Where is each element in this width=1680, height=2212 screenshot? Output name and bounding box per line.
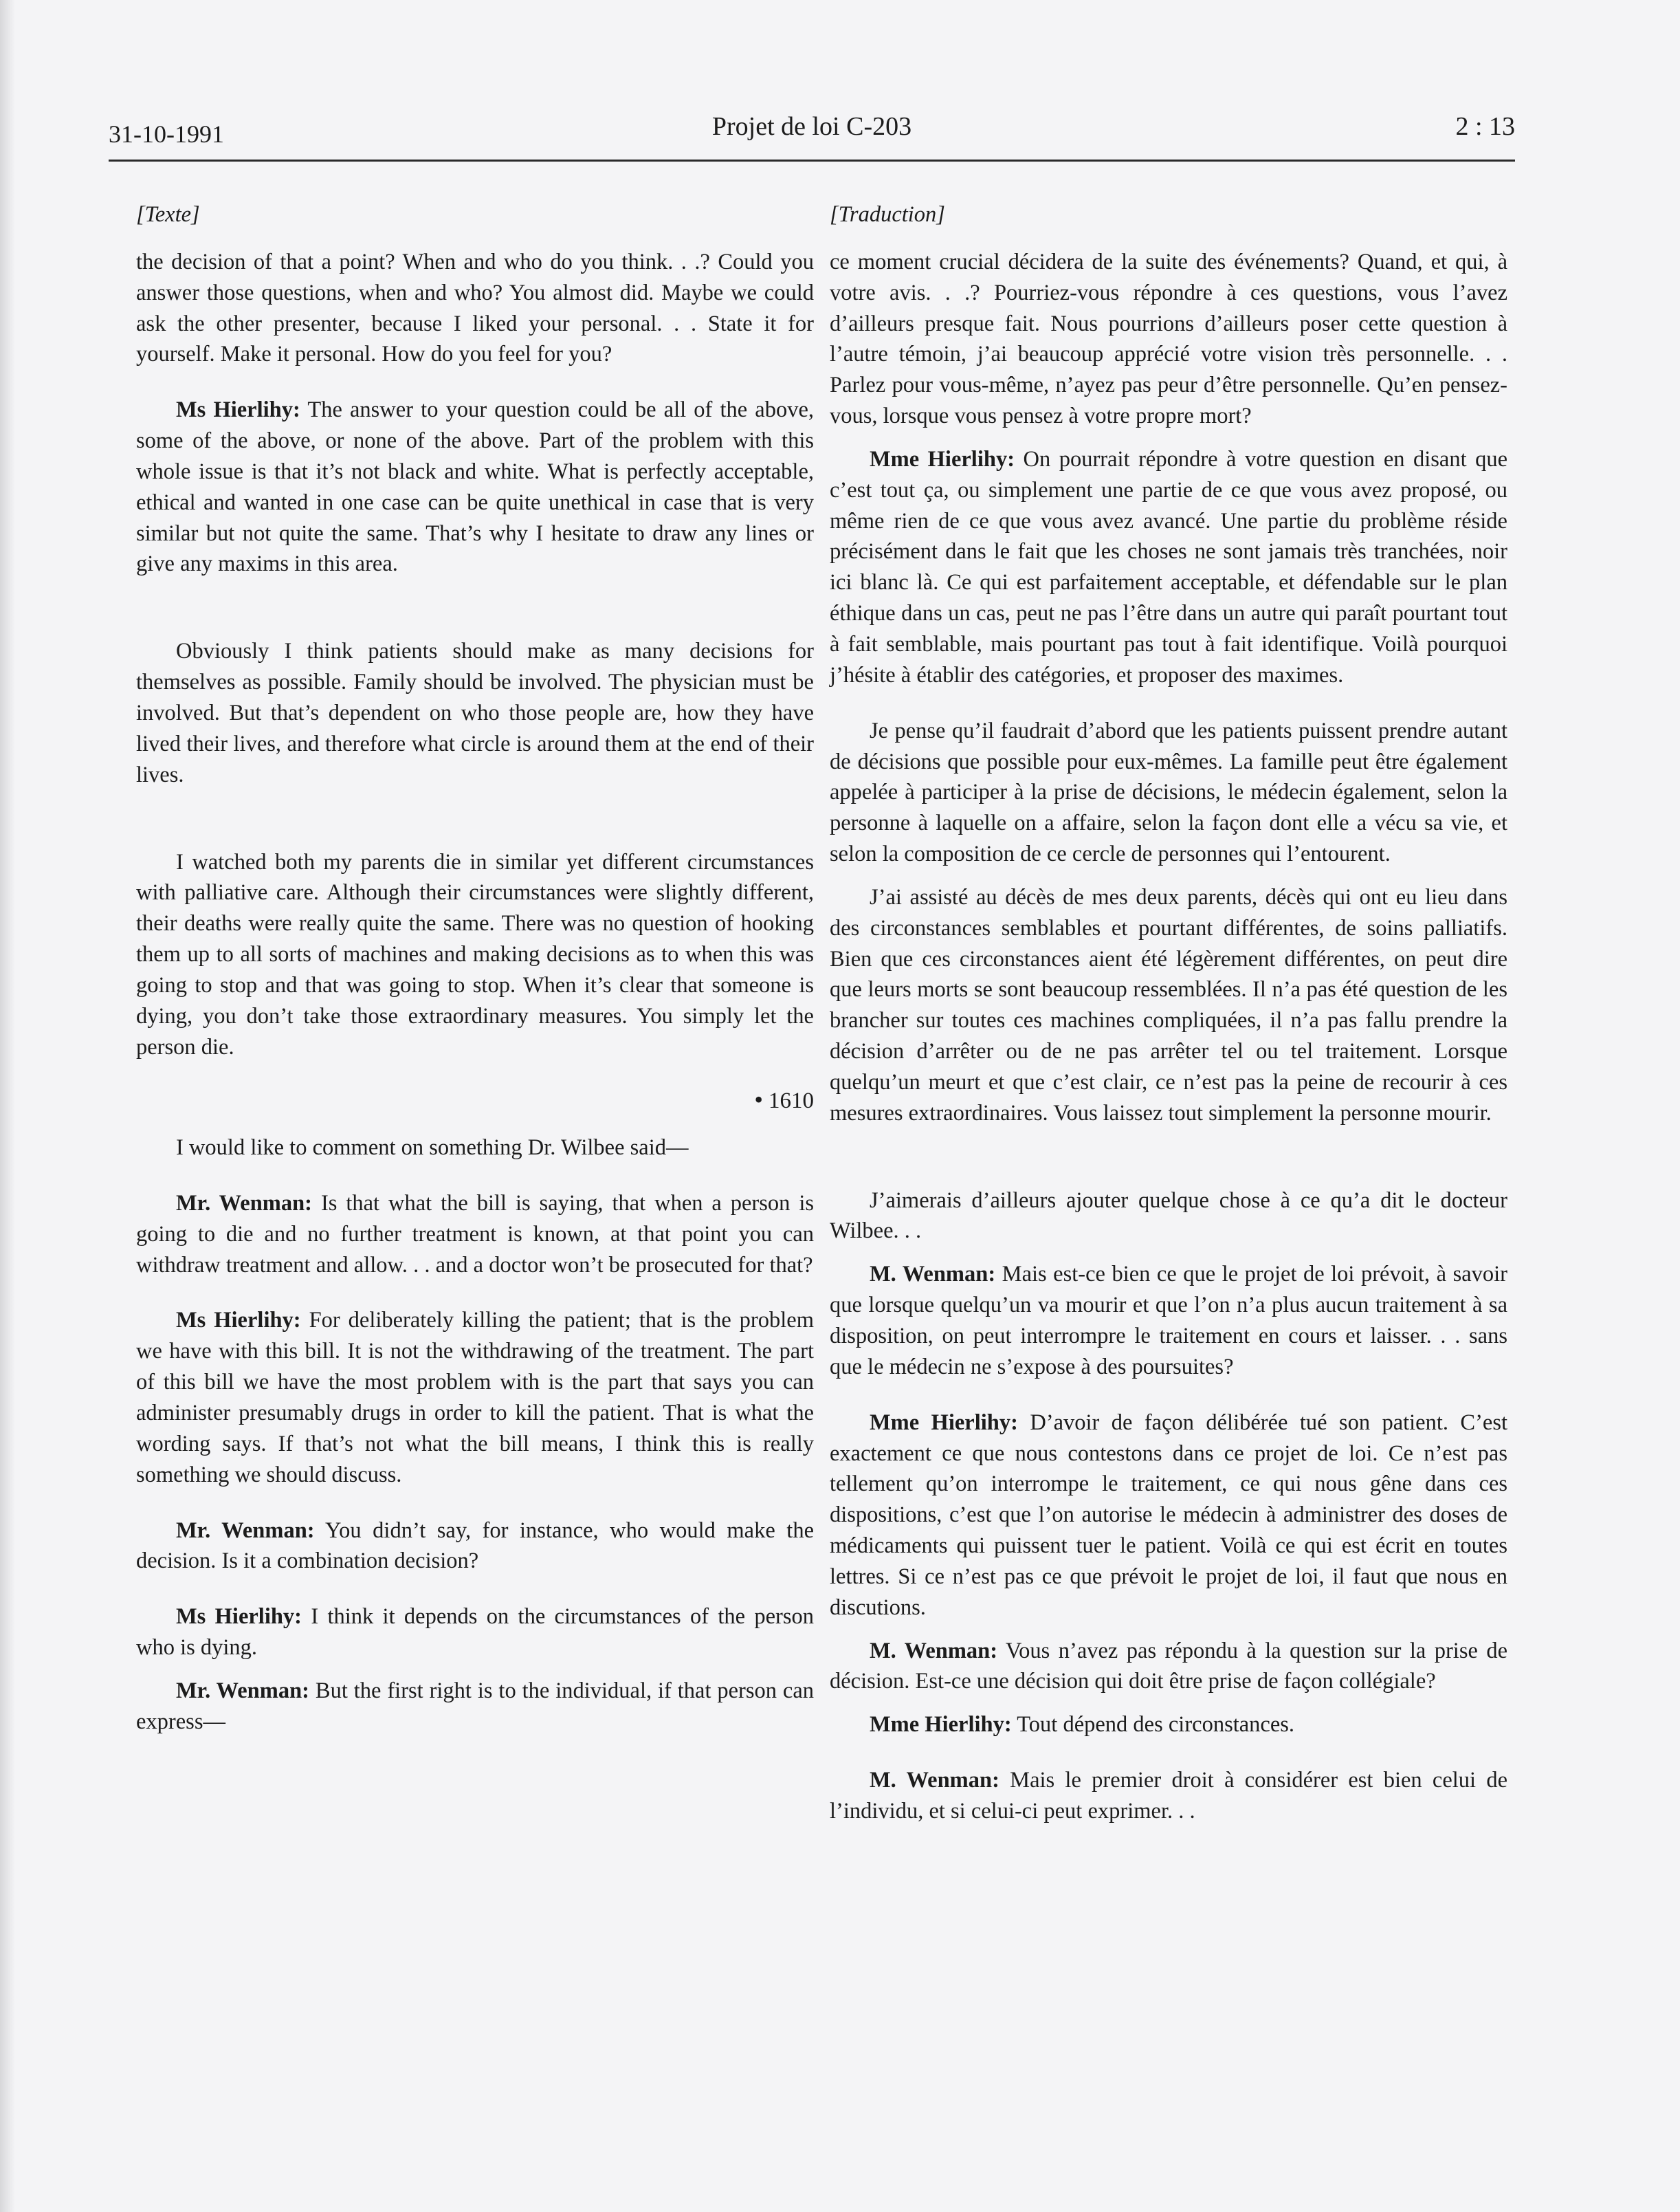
speaker-name: M. Wenman: xyxy=(870,1768,999,1793)
paragraph: J’ai assisté au décès de mes deux parents, décès qui ont eu lieu dans des circonstances semblables et pourtant différentes, de soins palliatifs. Bien que ces circonstances aient été légèrement différentes, on peut dire que leurs morts se sont beaucoup ressemblées. Il n’a pas été question de les brancher sur toutes ces machines compliquées, il n’a pas fallu prendre la décision d’arrêter ou de ne pas arrêter tel ou tel traitement. Lorsque quelqu’un meurt et que c’est clair, ce n’est pas la peine de recourir à ces mesures extraordinaires. Vous laissez tout simplement la personne mourir. xyxy=(830,884,1507,1126)
speech-paragraph xyxy=(136,1305,814,1490)
speaker-name: Ms Hierlihy: xyxy=(176,397,300,423)
column-label: [Texte] xyxy=(136,202,200,227)
speech-paragraph xyxy=(830,1709,1507,1740)
english-column xyxy=(136,199,814,1738)
speech-paragraph xyxy=(136,395,814,580)
speaker-name: M. Wenman: xyxy=(870,1638,998,1663)
page-number: 2 : 13 xyxy=(1455,112,1515,141)
speech-text: Is that what the bill is saying, that when a person is going to die and no further treatment is known, at that point you can withdraw treatment and allow. . . and a doctor won’t be prosecuted for that? xyxy=(136,1190,814,1278)
paragraph: J’aimerais d’ailleurs ajouter quelque chose à ce qu’a dit le docteur Wilbee. . . xyxy=(830,1187,1507,1244)
column-label: [Traduction] xyxy=(830,202,945,227)
header-title: Projet de loi C-203 xyxy=(711,112,912,141)
speech-text: On pourrait répondre à votre question en disant que c’est tout ça, ou simplement une partie de ce que vous avez proposé, ou même rien de ce que vous avez avancé. Une partie du problème réside précisément dans le fait que les choses ne sont jamais très tranchées, noir ici blanc là. Ce qui est parfaitement acceptable, et défendable sur le plan éthique dans un cas, peut ne pas l’être dans un autre qui paraît pourtant tout à fait semblable, mais pourtant pas tout à fait identifique. Voilà pourquoi j’hésite à établir des catégories, et proposer des maximes. xyxy=(830,446,1508,688)
speech-text: Mais le premier droit à considérer est bien celui de l’individu, et si celui-ci peut exprimer. . . xyxy=(830,1768,1508,1824)
speech-paragraph xyxy=(136,1601,814,1663)
paragraph: Je pense qu’il faudrait d’abord que les patients puissent prendre autant de décisions que possible pour eux-mêmes. La famille peut être également appelée à participer à la prise de décisions, le médecin également, selon la personne à laquelle on a affaire, selon la façon dont elle a vécu sa vie, et selon la composition de ce cercle de personnes qui l’entourent. xyxy=(830,718,1507,867)
speaker-name: Ms Hierlihy: xyxy=(176,1308,301,1333)
speech-text: For deliberately killing the patient; that is the problem we have with this bill. It is not the withdrawing of the treatment. The part of this bill we have the most problem with is the part that says you can administer presumably drugs in order to kill the patient. That is what the wording says. If that’s not what the bill means, I think this is really something we should discuss. xyxy=(136,1308,814,1487)
speech-text: I think it depends on the circumstances of the person who is dying. xyxy=(136,1604,814,1661)
speaker-name: M. Wenman: xyxy=(870,1262,996,1287)
intro-paragraph: the decision of that a point? When and who do you think. . .? Could you answer those questions, when and who? You almost did. Maybe we could ask the other presenter, because I liked your personal. . . State it for yourself. Make it personal. How do you feel for you? xyxy=(136,249,814,367)
speaker-name: Ms Hierlihy: xyxy=(176,1604,302,1630)
paragraph: I watched both my parents die in similar yet different circumstances with palliative care. Although their circumstances were slightly different, their deaths were really quite the same. There was no question of hooking them up to all sorts of machines and making decisions as to when this was going to stop and that was going to stop. When it’s clear that someone is dying, you don’t take those extraordinary measures. You simply let the person die. xyxy=(136,849,814,1060)
speech-text: But the first right is to the individual, if that person can express— xyxy=(136,1678,815,1734)
speaker-name: Mr. Wenman: xyxy=(176,1518,315,1543)
speech-paragraph xyxy=(136,1676,814,1738)
speech-paragraph xyxy=(830,1636,1507,1698)
speech-text: The answer to your question could be all of the above, some of the above, or none of the above. Part of the problem with this whole issue is that it’s not black and white. What is perfectly acceptable, ethical and wanted in one case can be quite unethical in case that is very similar but not quite the same. That’s why I hesitate to draw any lines or give any maxims in this area. xyxy=(136,397,814,577)
speaker-name: Mme Hierlihy: xyxy=(870,1410,1018,1435)
french-column xyxy=(830,199,1507,1827)
speech-text: You didn’t say, for instance, who would make the decision. Is it a combination decision? xyxy=(136,1518,815,1574)
speech-paragraph xyxy=(830,1259,1507,1382)
speech-text: Tout dépend des circonstances. xyxy=(1017,1712,1295,1738)
intro-paragraph: ce moment crucial décidera de la suite des événements? Quand, et qui, à votre avis. . .? Pourriez-vous répondre à ces questions, vous l’avez d’ailleurs presque fait. Nous pourrions d’ailleurs poser cette question à l’autre témoin, j’ai beaucoup apprécié votre vision très personnelle. . . Parlez pour vous-même, n’ayez pas peur d’être personnelle. Qu’en pensez-vous, lorsque vous pensez à votre propre mort? xyxy=(830,249,1507,429)
speech-paragraph xyxy=(830,1408,1507,1623)
page-header xyxy=(109,110,1515,162)
paragraph: I would like to comment on something Dr. Wilbee said— xyxy=(176,1135,689,1161)
time-marker-text: 1610 xyxy=(769,1088,814,1114)
header-date: 31-10-1991 xyxy=(109,120,224,148)
speech-text: D’avoir de façon délibérée tué son patient. C’est exactement ce que nous contestons dans ce projet de loi. Ce n’est pas tellement qu’on interrompe le traitement, ce qui nous gêne dans ces dispositions, c’est que l’on autorise le médecin à administrer des doses de médicaments qui puissent tuer le patient. Voilà ce qui est écrit en toutes lettres. Si ce n’est pas ce que prévoit le projet de loi, il faut que nous en discutions. xyxy=(830,1410,1507,1620)
bullet-icon: • xyxy=(754,1086,763,1114)
speech-paragraph xyxy=(830,1765,1507,1827)
speech-paragraph xyxy=(136,1188,814,1281)
speech-paragraph xyxy=(136,1515,814,1577)
scan-shadow xyxy=(0,0,15,2212)
paragraph: Obviously I think patients should make as many decisions for themselves as possible. Family should be involved. The physician must be involved. But that’s dependent on who those people are, how they have lived their lives, and therefore what circle is around them at the end of their lives. xyxy=(136,639,814,787)
speaker-name: Mme Hierlihy: xyxy=(870,1712,1012,1738)
speech-text: Vous n’avez pas répondu à la question sur la prise de décision. Est-ce une décision qui doit être prise de façon collégiale? xyxy=(830,1638,1507,1694)
time-marker xyxy=(136,1083,814,1117)
speaker-name: Mr. Wenman: xyxy=(176,1678,309,1703)
speech-text: Mais est-ce bien ce que le projet de loi prévoit, à savoir que lorsque quelqu’un va mourir et que l’on n’a plus aucun traitement à sa disposition, on peut interrompre le traitement en cours et laisser. . . sans que le médecin ne s’expose à des poursuites? xyxy=(830,1262,1508,1379)
speech-paragraph xyxy=(830,444,1507,691)
speaker-name: Mr. Wenman: xyxy=(176,1190,313,1216)
speaker-name: Mme Hierlihy: xyxy=(870,446,1015,472)
